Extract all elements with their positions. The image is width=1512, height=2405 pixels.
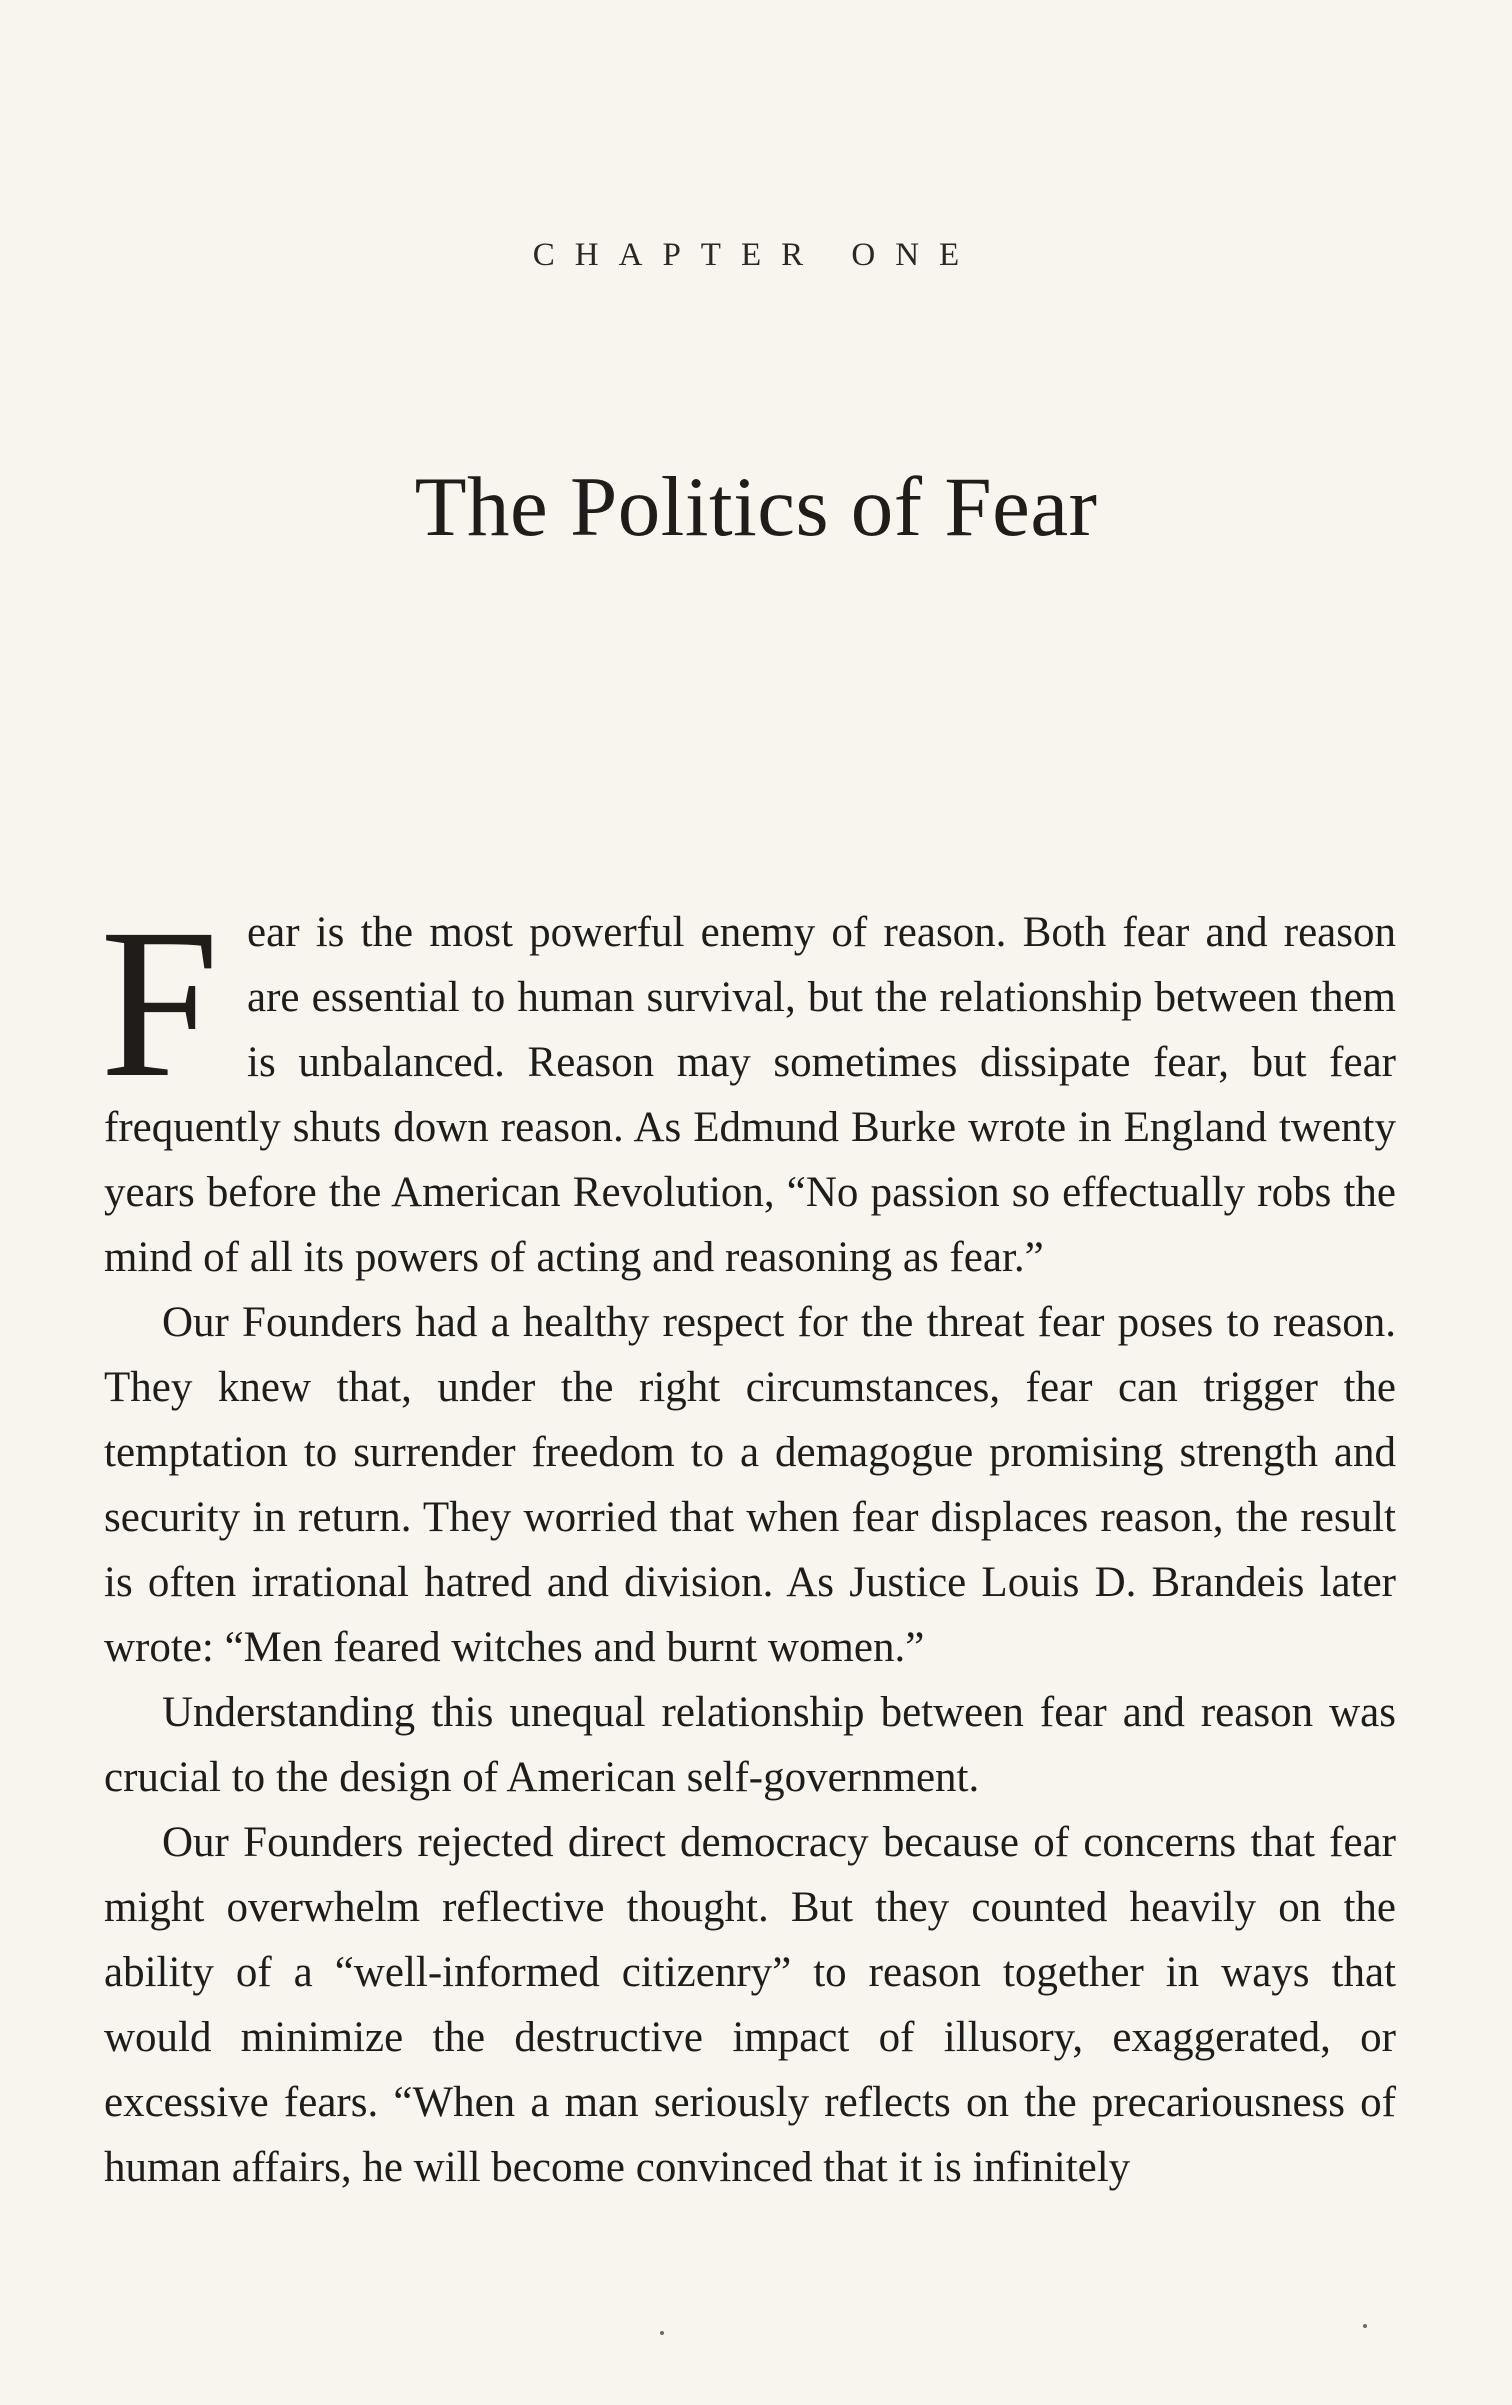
paragraph-1-text: ear is the most powerful enemy of reason. Both fear and reason are essential to human survival, but the relationship between them is unbalanced. Reason may sometimes dissipate fear, but fear frequently shuts down reason. As Edmund Burke wrote in England twenty years before the American Revolution, “No passion so effectually robs the mind of all its powers of acting and reasoning as fear.” (104, 909, 1396, 1281)
paragraph-3: Understanding this unequal relationship between fear and reason was crucial to the design of American self-government. (104, 1689, 1396, 1801)
body-text (100, 885, 1396, 2200)
chapter-label: CHAPTER ONE (532, 237, 980, 273)
print-speck (660, 2331, 664, 2335)
paragraph-4: Our Founders rejected direct democracy because of concerns that fear might overwhelm reflective thought. But they counted heavily on the ability of a “well-informed citizenry” to reason together in ways that would minimize the destructive impact of illusory, exaggerated, or excessive fears. “When a man seriously reflects on the precariousness of human affairs, he will become convinced that it is infinitely (104, 1819, 1396, 2191)
chapter-title: The Politics of Fear (414, 460, 1098, 554)
print-speck (1363, 2324, 1367, 2328)
paragraph-2: Our Founders had a healthy respect for the threat fear poses to reason. They knew that, under the right circumstances, fear can trigger the temptation to surrender freedom to a demagogue promising strength and security in return. They worried that when fear displaces reason, the result is often irrational hatred and division. As Justice Louis D. Brandeis later wrote: “Men feared witches and burnt women.” (104, 1299, 1396, 1671)
paragraph-1 (100, 885, 1396, 1290)
drop-cap: F (100, 885, 220, 1122)
